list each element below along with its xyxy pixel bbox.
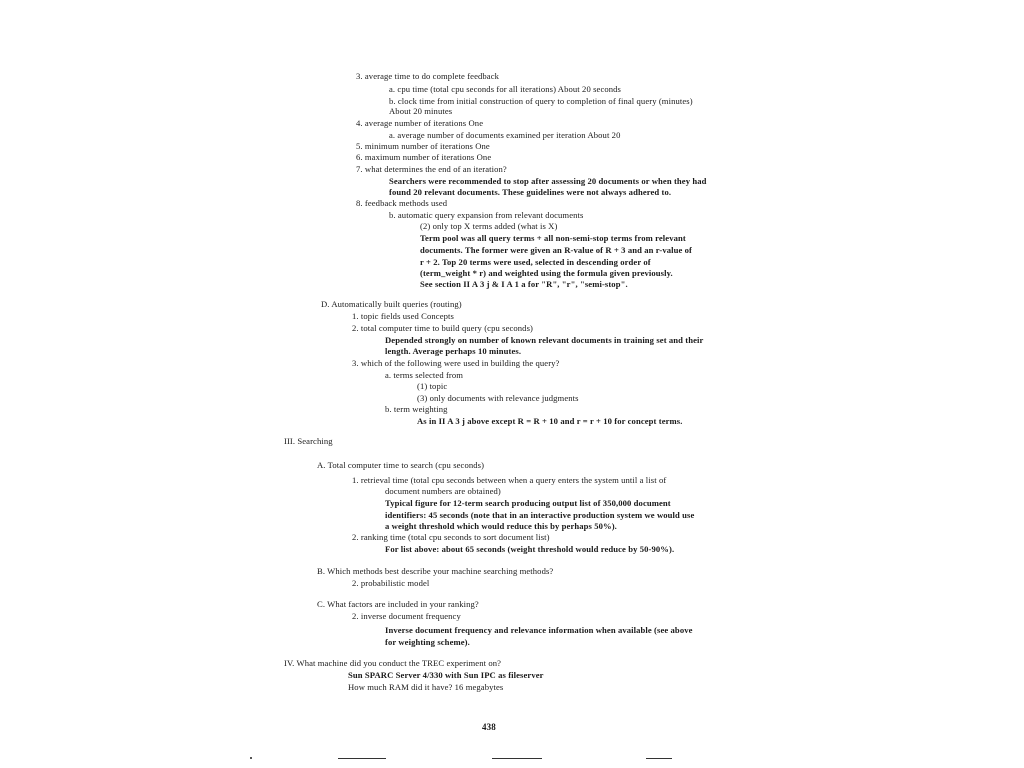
section-d-heading: D. Automatically built queries (routing) <box>321 299 462 309</box>
item-d3b-term-weighting: b. term weighting <box>385 404 448 414</box>
term-pool-line3: r + 2. Top 20 terms were used, selected in descending order of <box>420 257 651 267</box>
machine-answer: Sun SPARC Server 4/330 with Sun IPC as fileserver <box>348 670 544 680</box>
item-a1-answer-line3: a weight threshold which would reduce this by perhaps 50%). <box>385 521 617 531</box>
item-a1-retrieval-time: 1. retrieval time (total cpu seconds between when a query enters the system until a list of <box>352 475 667 485</box>
item-d2-answer-line2: length. Average perhaps 10 minutes. <box>385 346 522 356</box>
term-pool-line4: (term_weight * r) and weighted using the formula given previously. <box>420 268 673 278</box>
item-a2-answer: For list above: about 65 seconds (weight threshold would reduce by 50-90%). <box>385 544 675 554</box>
term-pool-line1: Term pool was all query terms + all non-semi-stop terms from relevant <box>420 233 686 243</box>
item-8-feedback-methods: 8. feedback methods used <box>356 198 448 208</box>
item-d3a3-relevance-docs: (3) only documents with relevance judgments <box>417 393 579 403</box>
item-8b-query-expansion: b. automatic query expansion from relevant documents <box>389 210 584 220</box>
section-iv-heading: IV. What machine did you conduct the TREC experiment on? <box>284 658 502 668</box>
item-a1-answer-line1: Typical figure for 12-term search producing output list of 350,000 document <box>385 498 671 508</box>
item-c2-idf: 2. inverse document frequency <box>352 611 461 621</box>
ram-question: How much RAM did it have? 16 megabytes <box>348 682 504 692</box>
term-pool-line2: documents. The former were given an R-value of R + 3 and an r-value of <box>420 245 692 255</box>
item-d3b-answer: As in II A 3 j above except R = R + 10 and r = r + 10 for concept terms. <box>417 416 683 426</box>
item-3b-clock-time: b. clock time from initial construction of query to completion of final query (minutes) <box>389 96 693 106</box>
bottom-rule-left <box>338 758 386 759</box>
item-3a-cpu-time: a. cpu time (total cpu seconds for all iterations) About 20 seconds <box>389 84 621 94</box>
item-d2-answer-line1: Depended strongly on number of known relevant documents in training set and their <box>385 335 704 345</box>
item-d1-topic-fields: 1. topic fields used Concepts <box>352 311 454 321</box>
item-7-answer-line2: found 20 relevant documents. These guidelines were not always adhered to. <box>389 187 672 197</box>
item-4a-docs-examined: a. average number of documents examined per iteration About 20 <box>389 130 621 140</box>
item-b2-probabilistic: 2. probabilistic model <box>352 578 430 588</box>
term-pool-line5: See section II A 3 j & I A 1 a for "R", "r", "semi-stop". <box>420 279 628 289</box>
bottom-rule-center <box>492 758 542 759</box>
item-4-average-iterations: 4. average number of iterations One <box>356 118 484 128</box>
bottom-rule-right <box>646 758 672 759</box>
item-c-ranking-factors: C. What factors are included in your ranking? <box>317 599 479 609</box>
item-3b-answer: About 20 minutes <box>389 106 453 116</box>
item-a-total-search-time: A. Total computer time to search (cpu seconds) <box>317 460 485 470</box>
item-3-average-time: 3. average time to do complete feedback <box>356 71 500 81</box>
item-a1-continued: document numbers are obtained) <box>385 486 501 496</box>
item-8b2-top-x-terms: (2) only top X terms added (what is X) <box>420 221 558 231</box>
section-iii-heading: III. Searching <box>284 436 333 446</box>
item-d3a-terms-selected: a. terms selected from <box>385 370 464 380</box>
item-d3a1-topic: (1) topic <box>417 381 448 391</box>
item-b-search-methods: B. Which methods best describe your machine searching methods? <box>317 566 554 576</box>
item-a1-answer-line2: identifiers: 45 seconds (note that in an interactive production system we would use <box>385 510 695 520</box>
item-5-minimum-iterations: 5. minimum number of iterations One <box>356 141 490 151</box>
item-6-maximum-iterations: 6. maximum number of iterations One <box>356 152 492 162</box>
item-c2-answer-line1: Inverse document frequency and relevance information when available (see above <box>385 625 693 635</box>
item-d2-build-time: 2. total computer time to build query (cpu seconds) <box>352 323 533 333</box>
item-7-answer-line1: Searchers were recommended to stop after assessing 20 documents or when they had <box>389 176 707 186</box>
item-7-end-of-iteration: 7. what determines the end of an iteration? <box>356 164 507 174</box>
item-d3-building-query: 3. which of the following were used in building the query? <box>352 358 560 368</box>
scan-speck <box>250 757 252 759</box>
item-a2-ranking-time: 2. ranking time (total cpu seconds to sort document list) <box>352 532 550 542</box>
page-number: 438 <box>482 722 496 732</box>
item-c2-answer-line2: for weighting scheme). <box>385 637 470 647</box>
